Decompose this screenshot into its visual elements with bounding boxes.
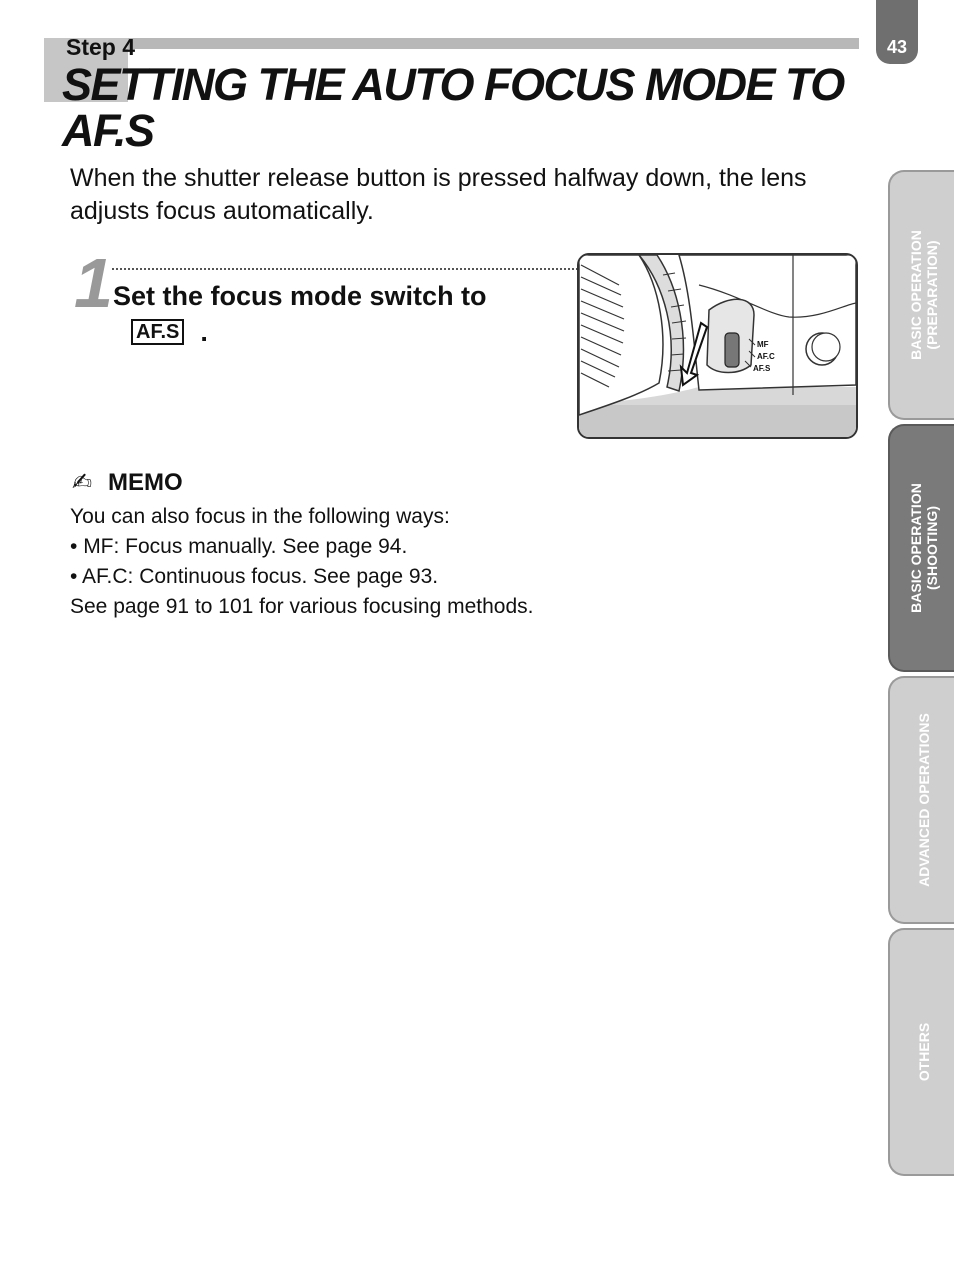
mode-badge: AF.S bbox=[131, 319, 184, 345]
instruction-suffix: . bbox=[200, 317, 208, 347]
step-label: Step 4 bbox=[66, 34, 136, 60]
memo-intro: You can also focus in the following ways: bbox=[70, 505, 450, 528]
switch-label-mf: MF bbox=[757, 340, 769, 349]
side-tab-label: OTHERS bbox=[916, 1022, 932, 1082]
intro-paragraph: When the shutter release button is pressed halfway down, the lens adjusts focus automatically. bbox=[70, 164, 807, 225]
switch-label-afc: AF.C bbox=[757, 352, 775, 361]
side-tab-basic-shooting[interactable] bbox=[888, 424, 954, 672]
side-tab-label: ADVANCED OPERATIONS bbox=[916, 713, 932, 887]
focus-mode-switch bbox=[725, 333, 739, 367]
step-number: 1 bbox=[74, 244, 113, 322]
switch-label-afs: AF.S bbox=[753, 364, 771, 373]
memo-bullet: • MF: Focus manually. See page 94. bbox=[70, 532, 830, 562]
side-tab-others[interactable] bbox=[888, 928, 954, 1176]
side-tab-basic-preparation[interactable] bbox=[888, 170, 954, 420]
camera-focus-switch-drawing bbox=[579, 255, 856, 437]
pencil-memo-icon: ✍ bbox=[72, 469, 93, 496]
step-instruction bbox=[113, 278, 533, 350]
memo-body bbox=[70, 502, 830, 622]
table-surface bbox=[579, 405, 856, 437]
camera-illustration bbox=[577, 253, 858, 439]
step-divider bbox=[112, 268, 578, 270]
memo-heading bbox=[72, 468, 183, 497]
step-header-bar bbox=[44, 38, 859, 49]
memo-bullet: • AF.C: Continuous focus. See page 93. bbox=[70, 562, 830, 592]
instruction-text: Set the focus mode switch to bbox=[113, 281, 487, 311]
memo-bullets bbox=[70, 532, 830, 592]
side-tab-label: BASIC OPERATION (PREPARATION) bbox=[908, 230, 941, 360]
memo-heading-text: MEMO bbox=[108, 468, 183, 496]
page-number: 43 bbox=[876, 0, 918, 64]
side-tab-label: BASIC OPERATION (SHOOTING) bbox=[908, 483, 941, 613]
page-title: SETTING THE AUTO FOCUS MODE TO AF.S bbox=[62, 59, 844, 156]
side-tab-advanced[interactable] bbox=[888, 676, 954, 924]
memo-footer: See page 91 to 101 for various focusing methods. bbox=[70, 595, 534, 618]
